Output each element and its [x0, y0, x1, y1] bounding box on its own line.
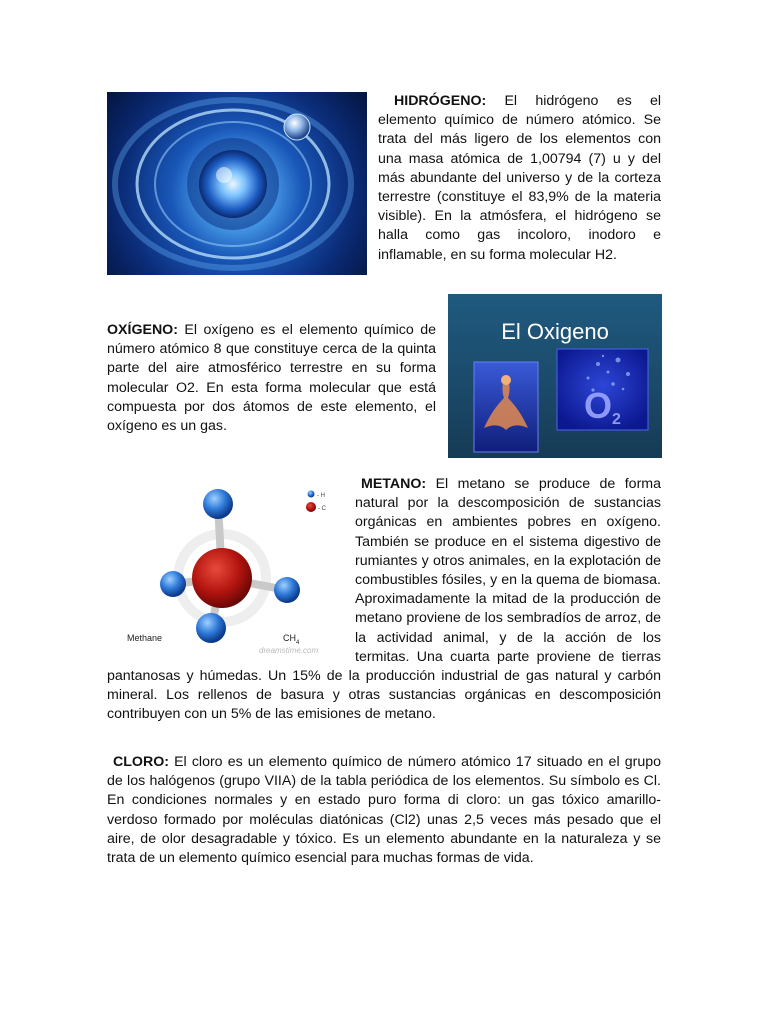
hydrogen-atom-illustration — [107, 92, 367, 275]
chlorine-text: El cloro es un elemento químico de número atómico 17 situado en el grupo de los halógenos (grupo VIIA) de la tabla periódica de los elementos. Su símbolo es Cl. En condiciones normales y en estado puro forma di cloro: un gas tóxico amarillo-verdoso formado por moléculas diatónicas (Cl2) unas 2,5 veces más pesado que el aire, de olor desagradable y tóxico. Es un elemento abundante en la naturaleza y se trata de un elemento químico esencial para muchas formas de vida. — [107, 754, 661, 867]
methane-heading: METANO: — [361, 476, 427, 492]
methane-image-label: Methane — [127, 633, 163, 643]
hydrogen-text: El hidrógeno es el elemento químico de número atómico. Se trata del más ligero de los elementos con una masa atómica de 1,00794 (7) u y del más abundante del universo y de la corteza terrestre (constituye el 83,9% de la materia visible). En la atmósfera, el hidrógeno se halla como gas incoloro, inodoro e inflamable, en su forma molecular H2. — [378, 93, 661, 263]
hydrogen-heading: HIDRÓGENO: — [394, 93, 487, 109]
oxygen-image-title: El Oxigeno — [501, 319, 609, 344]
image-watermark: dreamstime.com — [259, 646, 319, 655]
hydrogen-atom-image — [107, 92, 367, 275]
oxygen-illustration — [448, 294, 662, 458]
legend-carbon-label: - C — [318, 506, 326, 512]
chlorine-heading: CLORO: — [113, 754, 169, 770]
chlorine-paragraph — [107, 753, 661, 868]
methane-paragraph — [107, 475, 661, 725]
methane-formula-label: CH — [283, 633, 296, 643]
legend-hydrogen-label: - H — [317, 493, 325, 499]
methane-text: El metano se produce de forma natural por la descomposición de sustancias orgánicas en ambientes pobres en oxígeno. También se produce en el sistema digestivo de rumiantes y otros animales, en la explotación de combustibles fósiles, y en la quema de biomasa. Aproximadamente la mitad de la producción de metano proviene de los sembradíos de arroz, de la actividad animal, y de la acción de los termitas. Una cuarta parte proviene de tierras pantanosas y húmedas. Un 15% de la producción industrial de gas natural y carbón mineral. Los rellenos de basura y otras sustancias orgánicas en descomposición contribuyen con un 5% de las emisiones de metano. — [107, 476, 661, 723]
oxygen-text: El oxígeno es el elemento químico de número atómico 8 que constituye cerca de la quinta parte del aire atmosférico terrestre en su forma molecular O2. En esta forma molecular que está compuesta por dos átomos de este elemento, el oxígeno es un gas. — [107, 322, 436, 435]
oxygen-heading: OXÍGENO: — [107, 322, 178, 338]
oxygen-image-symbol: O — [584, 385, 613, 426]
oxygen-image-subscript: 2 — [612, 411, 621, 428]
oxygen-image — [448, 294, 662, 458]
methane-image-spacer — [107, 475, 355, 659]
oxygen-paragraph — [107, 321, 436, 436]
methane-formula-subscript: 4 — [296, 640, 300, 646]
hydrogen-paragraph — [378, 92, 661, 265]
